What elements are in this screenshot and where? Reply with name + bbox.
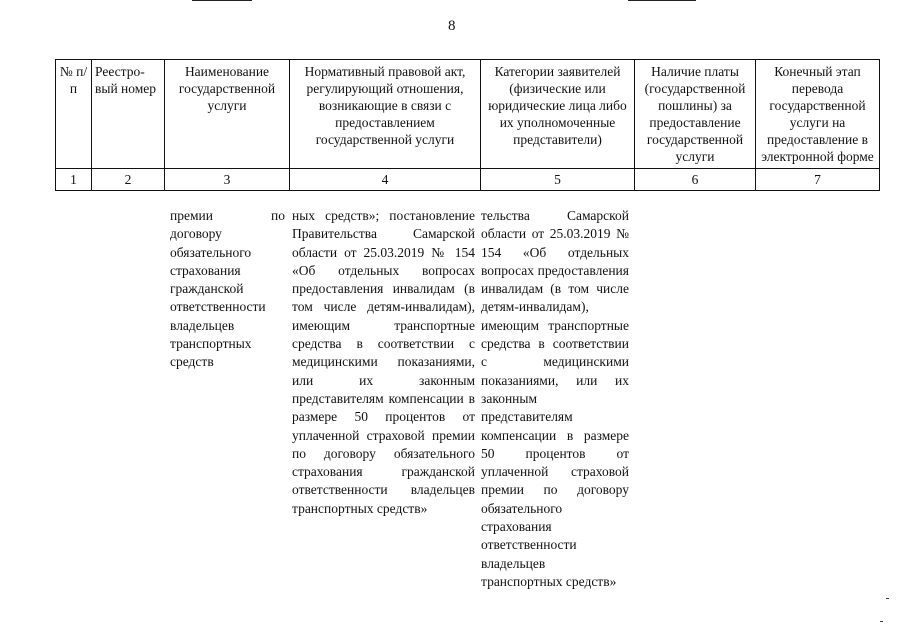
header-cell-legal-act: Нормативный правовой акт, регулирующий отношения, возникающие в связи с предоставлением государственной услуги: [290, 60, 481, 169]
column-number-row: [56, 169, 880, 191]
page-number: 8: [448, 18, 456, 34]
column-number-cell: 3: [165, 169, 290, 191]
services-table: [55, 59, 880, 191]
scan-mark: [886, 598, 889, 599]
column-number-cell: 5: [481, 169, 635, 191]
service-name-continuation: премии по договору обязательного страхования гражданской ответственности владельцев транспортных средств: [170, 208, 285, 370]
header-row: [56, 60, 880, 169]
header-cell-final-stage: Конечный этап перевода государственной услуги на предоставление в электронной форме: [756, 60, 880, 169]
header-cell-number: № п/п: [56, 60, 92, 169]
top-border-line-left: [192, 0, 252, 1]
scan-mark: [880, 621, 883, 622]
column-number-cell: 2: [92, 169, 165, 191]
header-cell-service-name: Наименование государственной услуги: [165, 60, 290, 169]
header-cell-fee: Наличие платы (государственной пошлины) за предоставление государственной услуги: [635, 60, 756, 169]
header-cell-registry: Реестро-вый номер: [92, 60, 165, 169]
column-number-cell: 1: [56, 169, 92, 191]
column-number-cell: 4: [290, 169, 481, 191]
legal-act-continuation: ных средств»; постановление Правительства Самарской области от 25.03.2019 № 154 «Об отдельных вопросах предоставления инвалидам (в том числе детям-инвалидам), имеющим транспортные средства в соответствии с медицинскими показаниями, или их законным представителям компенсации в размере 50 процентов от уплаченной страховой премии по договору обязательного страхования гражданской ответственности владельцев транспортных средств»: [292, 208, 475, 516]
top-border-line-right: [628, 0, 696, 1]
header-cell-applicant-categories: Категории заявителей (физические или юридические лица либо их уполномоченные представители): [481, 60, 635, 169]
applicant-categories-continuation: тельства Самарской области от 25.03.2019 № 154 «Об отдельных вопросах предоставления инвалидам (в том числе детям-инвалидам), имеющим транспортные средства в соответствии с медицинскими показаниями, или их законным представителям компенсации в размере 50 процентов от уплаченной страховой премии по договору обязательного страхования ответственности владельцев транспортных средств»: [481, 208, 629, 589]
column-number-cell: 7: [756, 169, 880, 191]
column-number-cell: 6: [635, 169, 756, 191]
